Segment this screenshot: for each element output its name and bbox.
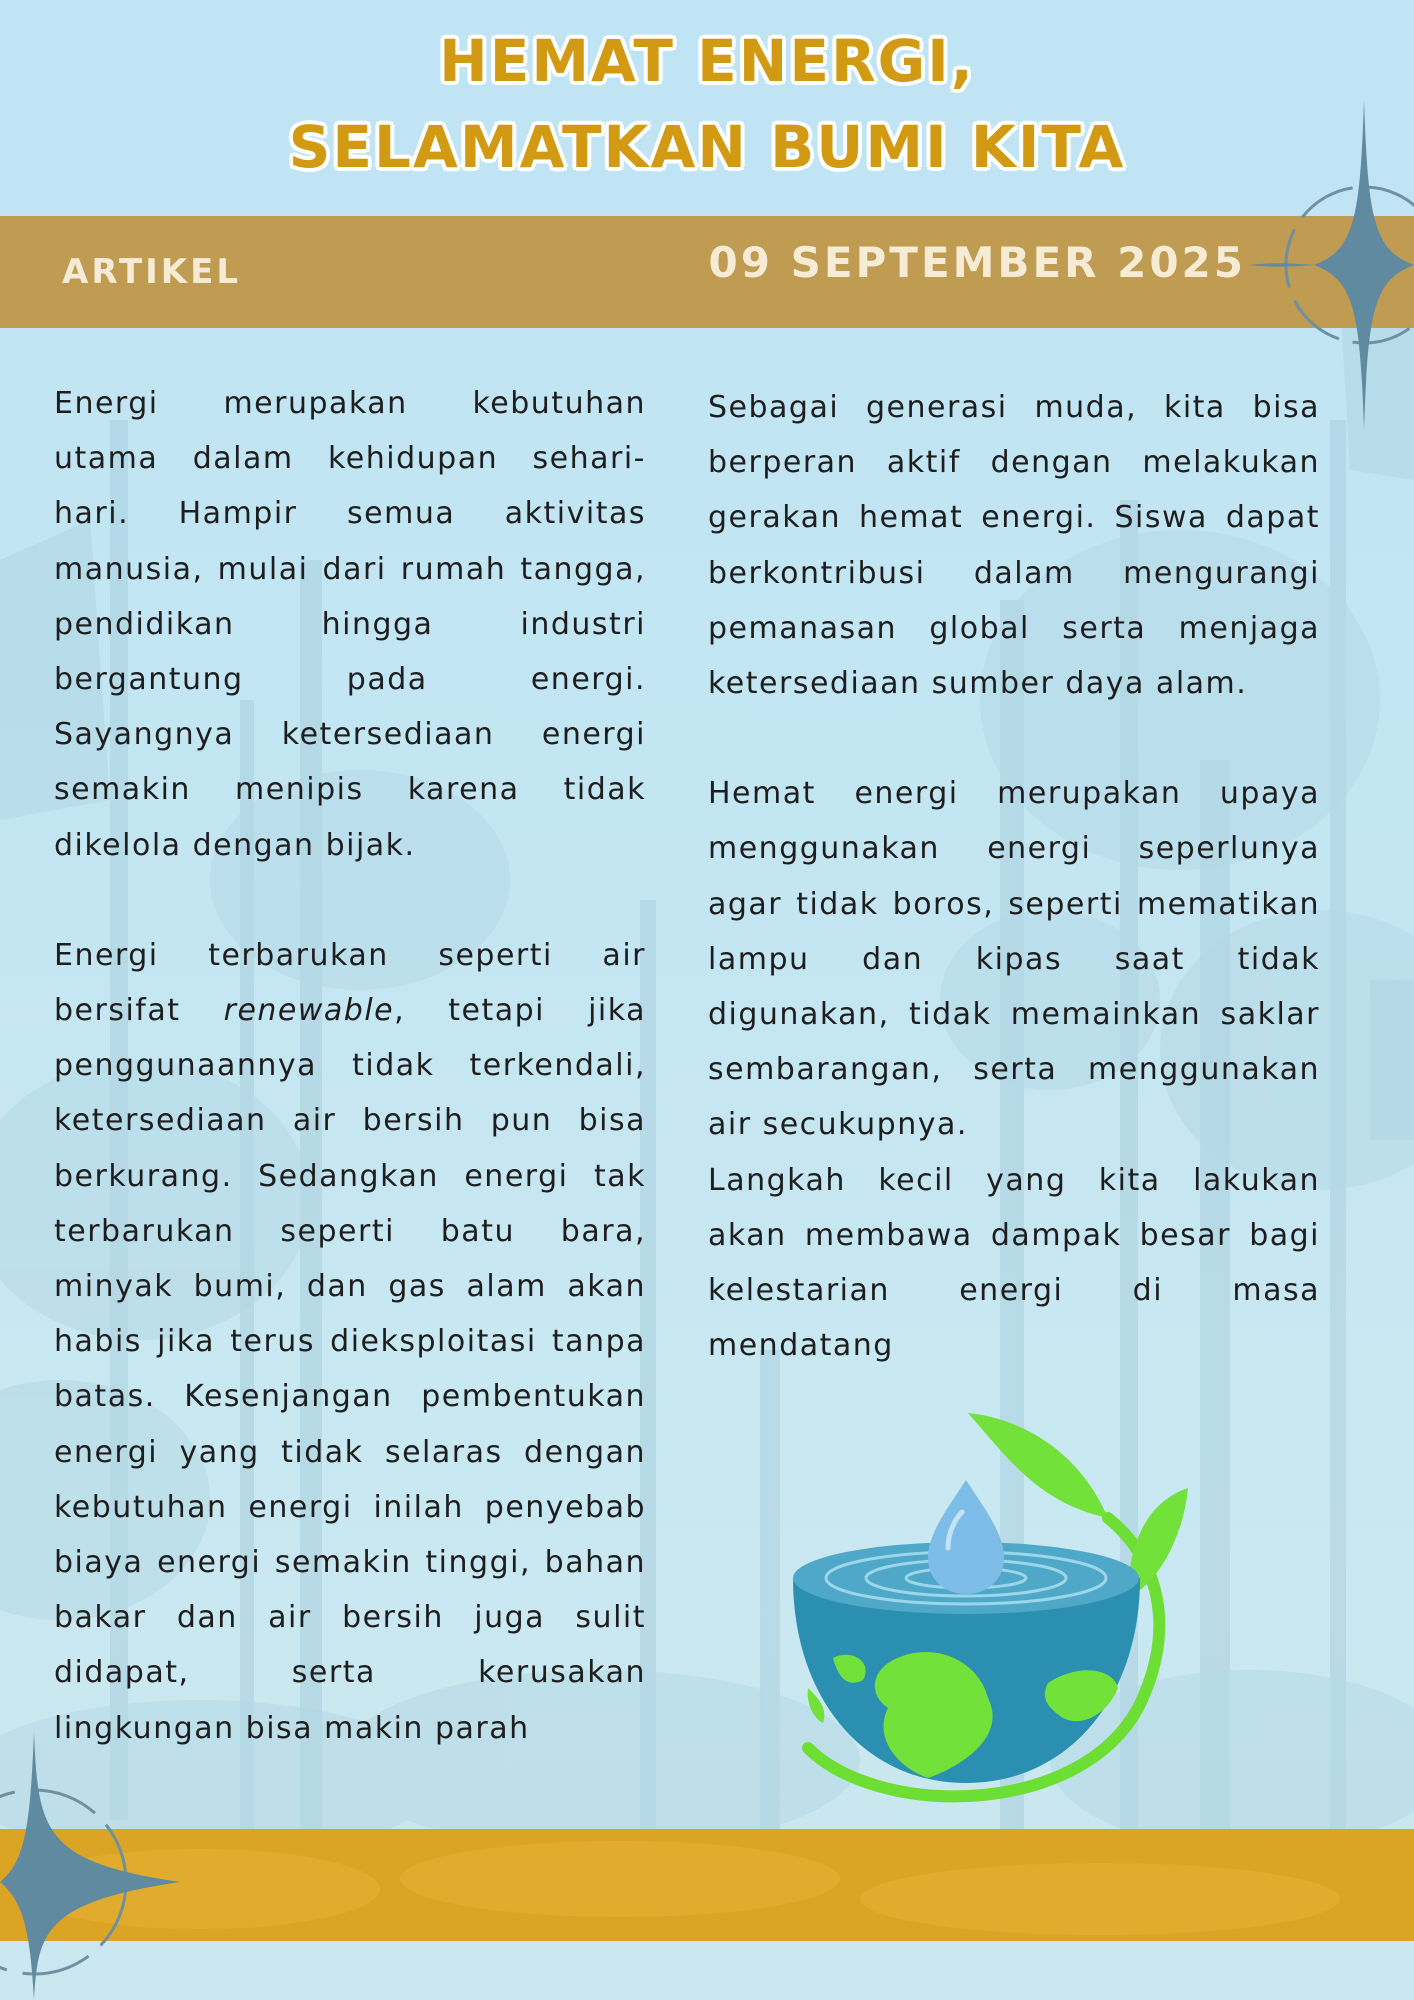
sparkle-star-icon bbox=[0, 1732, 180, 2000]
paragraph-closing: Langkah kecil yang kita lakukan akan membawa dampak besar bagi kelestarian energi di masa mendatang bbox=[708, 1162, 1320, 1364]
footer-texture bbox=[0, 1829, 1414, 1941]
left-column-text bbox=[54, 376, 646, 1756]
paragraph-energy-types bbox=[54, 928, 646, 1756]
title-line-2: SELAMATKAN BUMI KITA bbox=[288, 113, 1126, 181]
publish-date: 09 SEPTEMBER 2025 bbox=[708, 238, 1246, 287]
sparkle-star-icon bbox=[1248, 100, 1414, 430]
italic-term: renewable bbox=[223, 993, 395, 1029]
paragraph-intro: Energi merupakan kebutuhan utama dalam kehidupan sehari-hari. Hampir semua aktivitas manusia, mulai dari rumah tangga, pendidikan hingga industri bergantung pada energi. Sayangnya ketersediaan energi semakin menipis karena tidak dikelola dengan bijak. bbox=[54, 386, 646, 863]
paragraph-text: Energi terbarukan seperti air bersifat bbox=[54, 937, 646, 1029]
category-label: ARTIKEL bbox=[62, 252, 242, 292]
header-band bbox=[0, 216, 1414, 328]
right-column-text bbox=[708, 380, 1320, 1373]
globe-water-drop-illustration bbox=[778, 1408, 1198, 1810]
article-title bbox=[0, 18, 1414, 190]
paragraph-saving-tips: Hemat energi merupakan upaya menggunakan energi seperlunya agar tidak boros, seperti mematikan lampu dan kipas saat tidak digunakan, tidak memainkan saklar sembarangan, serta menggunakan air secukupnya. bbox=[708, 776, 1320, 1143]
title-line-1: HEMAT ENERGI, bbox=[439, 27, 975, 95]
paragraph-youth-role: Sebagai generasi muda, kita bisa berperan aktif dengan melakukan gerakan hemat energi. Siswa dapat berkontribusi dalam mengurangi pemanasan global serta menjaga ketersediaan sumber daya alam. bbox=[708, 390, 1320, 702]
paragraph-text: , tetapi jika penggunaannya tidak terkendali, ketersediaan air bersih pun bisa berkurang. Sedangkan energi tak terbarukan seperti batu bara, minyak bumi, dan gas alam akan habis jika terus dieksploitasi tanpa batas. Kesenjangan pembentukan energi yang tidak selaras dengan kebutuhan energi inilah penyebab biaya energi semakin tinggi, bahan bakar dan air bersih juga sulit didapat, serta kerusakan lingkungan bisa makin parah bbox=[54, 993, 646, 1746]
